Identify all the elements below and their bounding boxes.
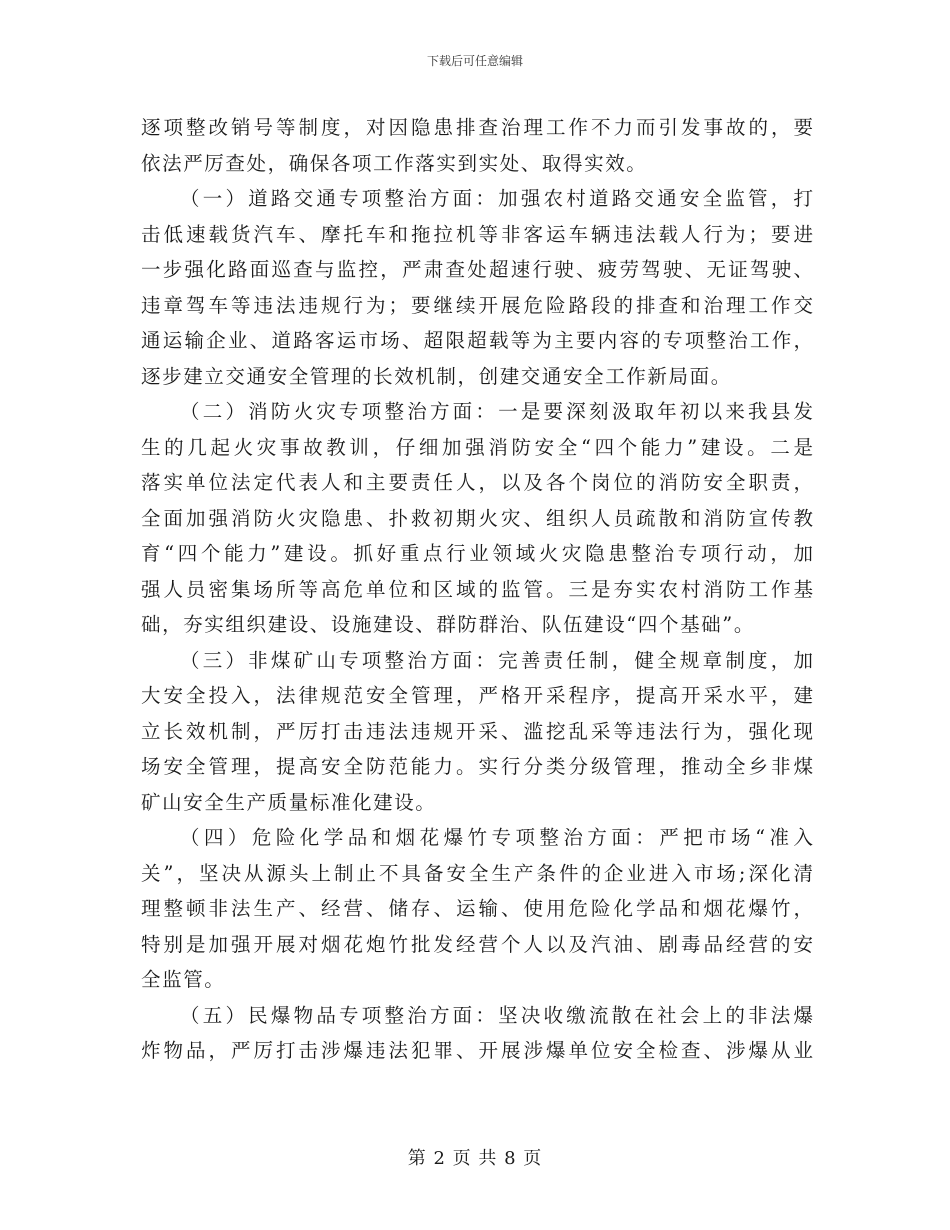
paragraph-line: 违章驾车等违法违规行为；要继续开展危险路段的排查和治理工作交 <box>141 293 813 317</box>
paragraph-line: 育“四个能力”建设。抓好重点行业领域火灾隐患整治专项行动，加 <box>141 542 813 565</box>
page-header: 下载后可任意编辑 <box>426 54 523 68</box>
paragraph-line: 场安全管理，提高安全防范能力。实行分类分级管理，推动全乡非煤 <box>141 755 813 778</box>
paragraph-line: （五）民爆物品专项整治方面：坚决收缴流散在社会上的非法爆 <box>180 1003 813 1027</box>
paragraph-line: 矿山安全生产质量标准化建设。 <box>141 790 437 814</box>
paragraph-line: 关”，坚决从源头上制止不具备安全生产条件的企业进入市场;深化清 <box>141 861 813 885</box>
paragraph-line: 全监管。 <box>141 968 226 991</box>
paragraph-line: 大安全投入，法律规范安全管理，严格开采程序，提高开采水平，建 <box>141 684 813 707</box>
page-number-footer: 第 2 页 共 8 页 <box>407 1148 543 1169</box>
paragraph-line: 落实单位法定代表人和主要责任人，以及各个岗位的消防安全职责， <box>141 471 813 494</box>
paragraph-line: 逐步建立交通安全管理的长效机制，创建交通安全工作新局面。 <box>141 364 732 388</box>
paragraph-line: 通运输企业、道路客运市场、超限超载等为主要内容的专项整治工作， <box>141 329 813 352</box>
document-body <box>141 110 813 1069</box>
paragraph-line: 生的几起火灾事故教训，仔细加强消防安全“四个能力”建设。二是 <box>141 435 813 459</box>
paragraph-line: 理整顿非法生产、经营、储存、运输、使用危险化学品和烟花爆竹， <box>141 897 813 920</box>
paragraph-line: 一步强化路面巡查与监控，严肃查处超速行驶、疲劳驾驶、无证驾驶、 <box>141 258 813 281</box>
paragraph-line: 击低速载货汽车、摩托车和拖拉机等非客运车辆违法载人行为；要进 <box>141 222 813 246</box>
paragraph-line: （二）消防火灾专项整治方面：一是要深刻汲取年初以来我县发 <box>180 400 813 423</box>
paragraph-line: 立长效机制，严厉打击违法违规开采、滥挖乱采等违法行为，强化现 <box>141 719 813 743</box>
paragraph-line: （一）道路交通专项整治方面：加强农村道路交通安全监管，打 <box>180 187 813 210</box>
paragraph-line: 炸物品，严厉打击涉爆违法犯罪、开展涉爆单位安全检查、涉爆从业 <box>141 1039 813 1062</box>
paragraph-line: （四）危险化学品和烟花爆竹专项整治方面：严把市场“准入 <box>180 826 813 849</box>
paragraph-line: 特别是加强开展对烟花炮竹批发经营个人以及汽油、剧毒品经营的安 <box>141 932 813 956</box>
paragraph-line: 依法严厉查处，确保各项工作落实到实处、取得实效。 <box>141 151 648 175</box>
paragraph-line: 逐项整改销号等制度，对因隐患排查治理工作不力而引发事故的，要 <box>141 116 813 139</box>
paragraph-line: 强人员密集场所等高危单位和区域的监管。三是夯实农村消防工作基 <box>141 577 813 601</box>
paragraph-line: （三）非煤矿山专项整治方面：完善责任制，健全规章制度，加 <box>180 648 813 672</box>
paragraph-line: 全面加强消防火灾隐患、扑救初期火灾、组织人员疏散和消防宣传教 <box>141 506 813 530</box>
paragraph-line: 础，夯实组织建设、设施建设、群防群治、队伍建设“四个基础”。 <box>141 613 755 636</box>
